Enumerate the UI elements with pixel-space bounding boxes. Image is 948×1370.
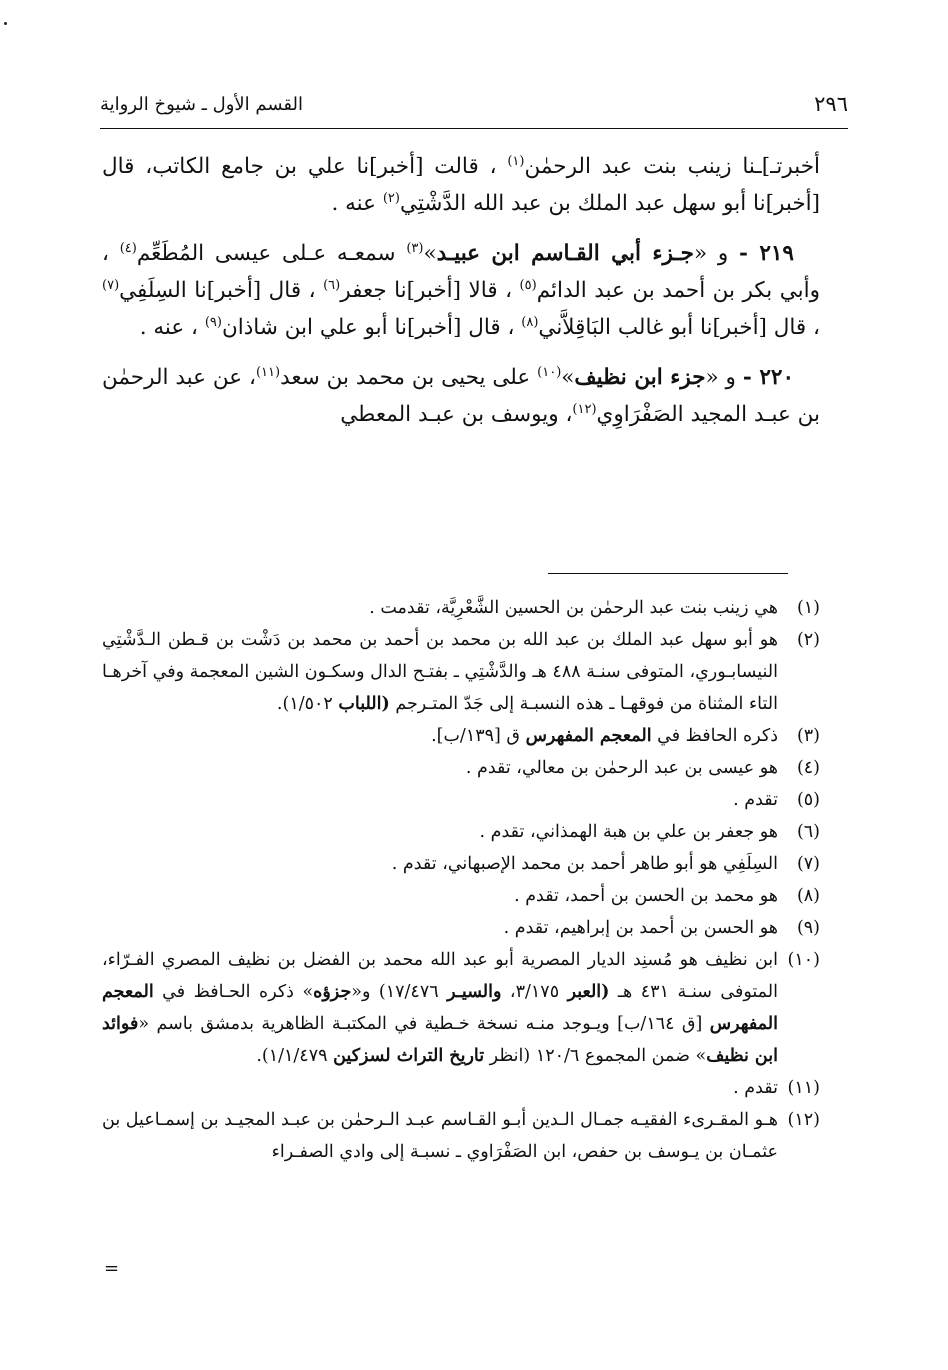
footnote: (٥) تقدم . [102,784,820,816]
footnote-separator [548,573,788,574]
footnotes [102,592,820,1168]
footnote-number: (٨) [796,886,820,906]
entry-219: ٢١٩ - و «جـزء أبي القـاسم ابن عبيـد»$^{(٣)}$ سمعـه عـلى عيسى المُطَعِّم$^{(٤)}$ ، وأبي بكر بن أحمد بن عبد الدائم$^{(٥)}$ ، قالا [أخبر]نا جعفر$^{(٦)}$ ، قال [أخبر]نا السِلَفِي$^{(٧)}$ ، قال [أخبر]نا أبو غالب البَاقِلاَّني$^{(٨)}$ ، قال [أخبر]نا أبو علي ابن شاذان$^{(٩)}$ ، عنه . [102,240,820,340]
footnote: (٧) السِلَفِي هو أبو طاهر أحمد بن محمد الإصبهاني، تقدم . [102,848,820,880]
footnote-ref: (٦) [323,277,341,293]
entry-title: جزء ابن نظيف [574,365,706,390]
footnote-number: (١٢) [787,1110,820,1130]
footnote-ref: (١٢) [572,401,597,417]
footnote: (٦) هو جعفر بن علي بن هبة الهمذاني، تقدم . [102,816,820,848]
footnote-ref: (٥) [519,277,537,293]
footnote: (١٢) هـو المقـرىء الفقيـه جمـال الـدين أبـو القـاسم عبـد الـرحمٰن بن عبـد المجيـد بن إسمـاعيل بن عثمـان بن يـوسف بن حفص، ابن الصَفْرَاوي ـ نسبـة إلى وادي الصفـراء [102,1104,820,1168]
entry-number: ٢١٩ - [739,241,794,266]
footnote-number: (٣) [796,726,820,746]
footnote-number: (٤) [796,758,820,778]
running-header [100,88,848,129]
scan-speck [4,22,7,25]
footnote-number: (١١) [787,1078,820,1098]
footnote: (٩) هو الحسن بن أحمد بن إبراهيم، تقدم . [102,912,820,944]
footnote: (١١) تقدم . [102,1072,820,1104]
footnote-number: (٥) [796,790,820,810]
entry-number: ٢٢٠ - [742,365,794,390]
footnote-ref: (٤) [119,240,137,256]
footnote-number: (١٠) [787,950,820,970]
footnote-ref: (١٠) [537,364,562,380]
footnote: (١) هي زينب بنت عبد الرحمٰن بن الحسين الشَّعْرِيَّة، تقدمت . [102,592,820,624]
footnote: (٢) هو أبو سهل عبد الملك بن عبد الله بن محمد بن أحمد بن محمد بن دَشْت بن قـطن الـدَّشْتِي النيسابـوري، المتوفى سنـة ٤٨٨ هـ والدَّشْتِي ـ بفتـح الدال وسكـون الشين المعجمة وفي آخرهـا التاء المثناة من فوقهـا ـ هذه النسبـة إلى جَدّ المتـرجم (اللباب ١/٥٠٢). [102,624,820,720]
footnote: (٣) ذكره الحافظ في المعجم المفهرس ق [١٣٩/ب]. [102,720,820,752]
footnote-ref: (٣) [406,240,424,256]
main-text [102,148,820,446]
footnote-ref: (٨) [521,314,539,330]
footnote: (١٠) ابن نظيف هو مُسنِد الديار المصرية أبو عبد الله محمد بن الفضل بن نظيف المصري الفـرّاء، المتوفى سنـة ٤٣١ هـ (العبر ٣/١٧٥، والسيـر ١٧/٤٧٦) و«جزؤه» ذكره الحـافظ في المعجم المفهرس [ق ١٦٤/ب] ويـوجد منـه نسخة خـطية في المكتبـة الظاهرية بدمشق باسم «فوائد ابن نظيف» ضمن المجموع ١٢٠/٦ (انظر تاريخ التراث لسزكين ١/١/٤٧٩). [102,944,820,1072]
footnote-ref: (١) [507,153,525,169]
footnote-number: (١) [796,598,820,618]
footnote: (٤) هو عيسى بن عبد الرحمٰن بن معالي، تقدم . [102,752,820,784]
entry-220: ٢٢٠ - و «جزء ابن نظيف»$^{(١٠)}$ على يحيى بن محمد بن سعد$^{(١١)}$، عن عبد الرحمٰن بن عبـد المجيد الصَفْرَاوِي$^{(١٢)}$، ويوسف بن عبـد المعطي [102,364,820,427]
continuation-mark: = [104,1258,120,1279]
footnote-ref: (٧) [102,277,120,293]
entry-title: جـزء أبي القـاسم ابن عبيـد [436,241,694,266]
footnote-number: (٢) [796,630,820,650]
footnote-ref: (٩) [204,314,222,330]
footnote-number: (٦) [796,822,820,842]
section-title: القسم الأول ـ شيوخ الرواية [100,94,304,115]
footnote-ref: (١١) [255,364,281,380]
footnote-number: (٧) [796,854,820,874]
footnote-ref: (٢) [382,190,400,206]
page-number: ٢٩٦ [814,92,848,116]
intro-paragraph: أخبرتـ]ـنا زينب بنت عبد الرحمٰن$^{(١)}$ ، قالت [أخبر]نا علي بن جامع الكاتب، قال [أخبر]نا أبو سهل عبد الملك بن عبد الله الدَّشْتِي$^{(٢)}$ عنه . [102,153,820,216]
footnote-number: (٩) [796,918,820,938]
footnote: (٨) هو محمد بن الحسن بن أحمد، تقدم . [102,880,820,912]
